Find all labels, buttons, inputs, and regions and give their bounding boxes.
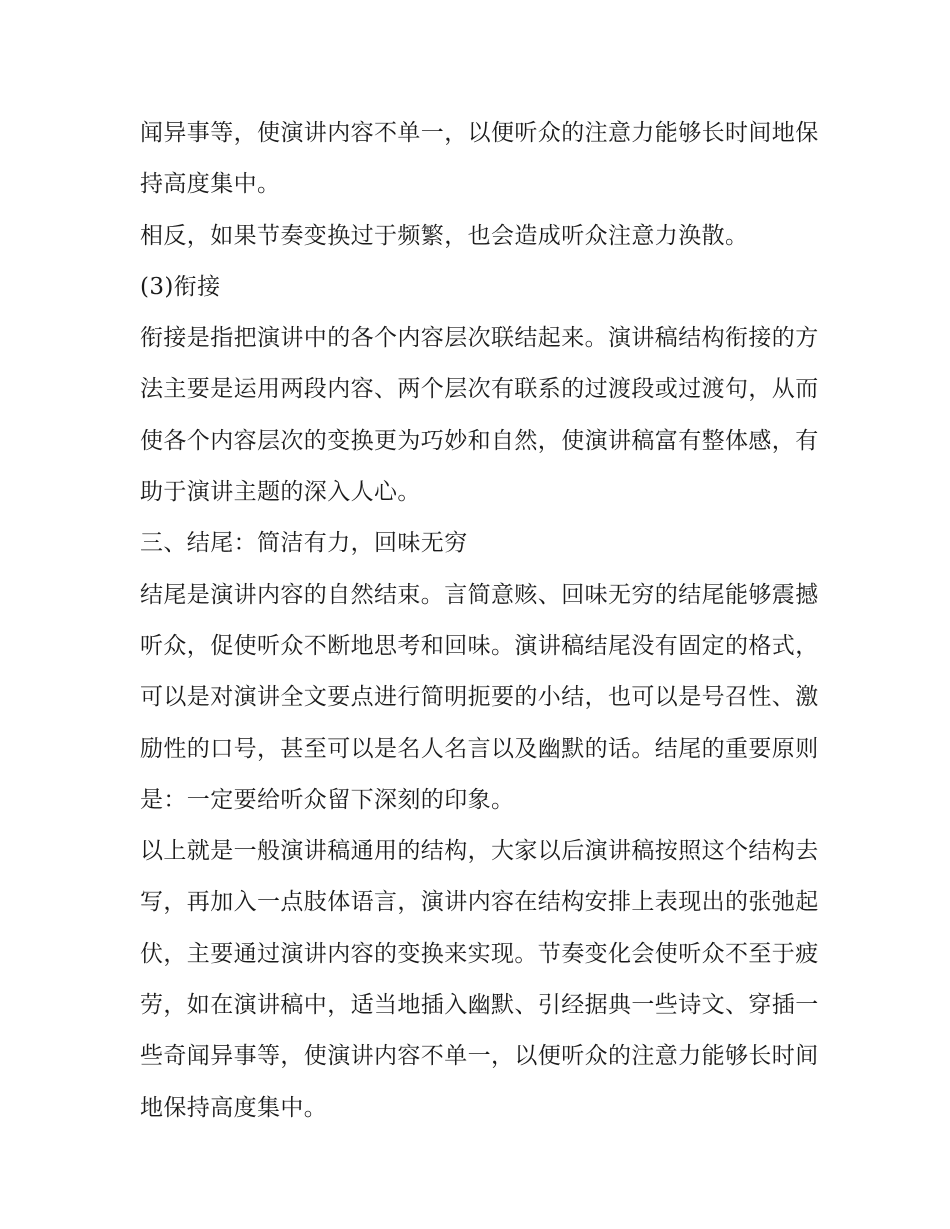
paragraph-continuation: 闻异事等，使演讲内容不单一，以便听众的注意力能够长时间地保持高度集中。 xyxy=(140,120,819,198)
paragraph-ending: 结尾是演讲内容的自然结束。言简意赅、回味无穷的结尾能够震撼听众，促使听众不断地思考和回味。演讲稿结尾没有固定的格式，可以是对演讲全文要点进行简明扼要的小结，也可以是号召性、激励性的口号，甚至可以是名人名言以及幽默的话。结尾的重要原则是：一定要给听众留下深刻的印象。 xyxy=(140,581,819,813)
section-heading-ending: 三、结尾：简洁有力，回味无穷 xyxy=(140,530,468,557)
paragraph-summary: 以上就是一般演讲稿通用的结构，大家以后演讲稿按照这个结构去写，再加入一点肢体语言，演讲内容在结构安排上表现出的张弛起伏，主要通过演讲内容的变换来实现。节奏变化会使听众不至于疲劳，如在演讲稿中，适当地插入幽默、引经据典一些诗文、穿插一些奇闻异事等，使演讲内容不单一，以便听众的注意力能够长时间地保持高度集中。 xyxy=(140,838,819,1121)
paragraph-rhythm-note: 相反，如果节奏变换过于频繁，也会造成听众注意力涣散。 xyxy=(140,222,749,249)
paragraph-transition: 衔接是指把演讲中的各个内容层次联结起来。演讲稿结构衔接的方法主要是运用两段内容、两个层次有联系的过渡段或过渡句，从而使各个内容层次的变换更为巧妙和自然，使演讲稿富有整体感，有助于演讲主题的深入人心。 xyxy=(140,325,819,506)
document-body xyxy=(140,108,820,1134)
subheading-transition: (3)衔接 xyxy=(140,273,221,300)
